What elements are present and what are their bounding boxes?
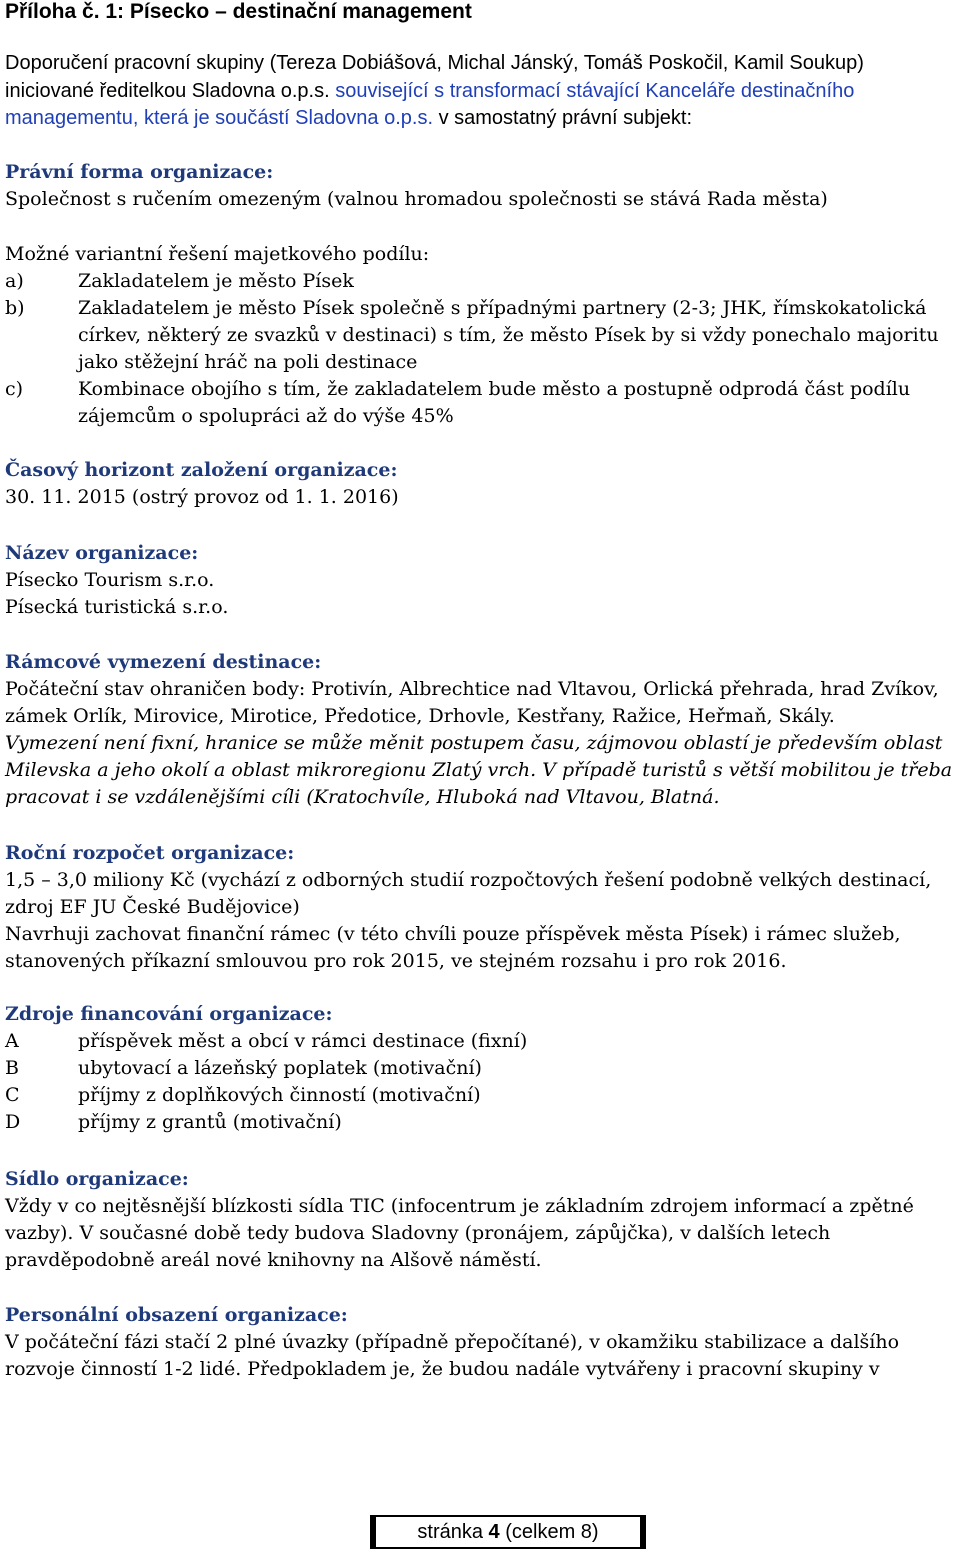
section-legal-form (5, 159, 957, 213)
intro-line-1: Doporučení pracovní skupiny (Tereza Dobiášová, Michal Jánský, Tomáš Poskočil, Kamil Soukup) (5, 52, 864, 74)
intro-line-2-text: iniciované ředitelkou Sladovna o.p.s. (5, 79, 336, 102)
funding-marker-d: D (5, 1111, 21, 1133)
destination-note-3: pracovat i se vzdálenějšími cíli (Kratochvíle, Hluboká nad Vltavou, Blatná. (5, 786, 720, 808)
funding-item-b (5, 1055, 957, 1082)
name-option-2: Písecká turistická s.r.o. (5, 596, 229, 618)
destination-line-2: zámek Orlík, Mirovice, Mirotice, Předotice, Drhovle, Kestřany, Ražice, Heřmaň, Skály. (5, 705, 835, 727)
section-seat (5, 1166, 957, 1274)
destination-heading: Rámcové vymezení destinace: (5, 651, 322, 673)
staff-line-2: rozvoje činností 1-2 lidé. Předpokladem je, že budou nadále vytvářeny i pracovní skupiny v (5, 1358, 880, 1380)
page-title: Příloha č. 1: Písecko – destinační management (5, 0, 472, 23)
budget-line-4: stanovených příkazní smlouvou pro rok 2015, ve stejném rozsahu i pro rok 2016. (5, 950, 787, 972)
timeline-text: 30. 11. 2015 (ostrý provoz od 1. 1. 2016) (5, 486, 399, 508)
variant-c-line-1: Kombinace obojího s tím, že zakladatelem bude město a postupně odprodá část podílu (78, 378, 911, 400)
timeline-heading: Časový horizont založení organizace: (5, 459, 398, 481)
variant-c-line-2: zájemcům o spolupráci až do výše 45% (78, 405, 454, 427)
seat-line-3: pravděpodobně areál nové knihovny na Alšově náměstí. (5, 1249, 542, 1271)
variant-marker-c: c) (5, 378, 24, 400)
intro-line-3-text: v samostatný právní subjekt: (433, 107, 693, 129)
funding-item-c (5, 1082, 957, 1109)
footer-total: (celkem 8) (505, 1521, 599, 1543)
intro-line-2 (5, 78, 957, 106)
budget-heading: Roční rozpočet organizace: (5, 842, 295, 864)
variant-b-line-1: Zakladatelem je město Písek společně s případnými partnery (2-3; JHK, římskokatolická (78, 297, 927, 319)
variant-item-b (5, 295, 957, 376)
destination-line-1: Počáteční stav ohraničen body: Protivín, Albrechtice nad Vltavou, Orlická přehrada, hrad Zvíkov, (5, 678, 939, 700)
funding-text-c: příjmy z doplňkových činností (motivační) (78, 1084, 481, 1106)
funding-text-b: ubytovací a lázeňský poplatek (motivační) (78, 1057, 482, 1079)
variant-marker-b: b) (5, 297, 25, 319)
funding-marker-c: C (5, 1084, 20, 1106)
section-variants (5, 241, 957, 430)
variants-heading: Možné variantní řešení majetkového podílu: (5, 243, 430, 265)
staff-line-1: V počáteční fázi stačí 2 plné úvazky (případně přepočítané), v okamžiku stabilizace a dalšího (5, 1331, 900, 1353)
seat-line-1: Vždy v co nejtěsnější blízkosti sídla TIC (infocentrum je základním zdrojem informací a zpětné (5, 1195, 914, 1217)
variant-item-a (5, 268, 957, 295)
staff-heading: Personální obsazení organizace: (5, 1304, 348, 1326)
funding-marker-b: B (5, 1057, 19, 1079)
section-timeline (5, 457, 957, 511)
funding-heading: Zdroje financování organizace: (5, 1003, 333, 1025)
budget-line-1: 1,5 – 3,0 miliony Kč (vychází z odborných studií rozpočtových řešení podobně velkých destinací, (5, 869, 932, 891)
page-number-footer (370, 1515, 646, 1549)
funding-text-a: příspěvek měst a obcí v rámci destinace (fixní) (78, 1030, 528, 1052)
legal-form-heading: Právní forma organizace: (5, 161, 274, 183)
intro-paragraph (5, 50, 957, 133)
intro-line-3 (5, 105, 957, 133)
variant-b-line-2: církev, některý ze svazků v destinaci) s tím, že město Písek by si vždy ponechalo majoritu (78, 324, 939, 346)
name-option-1: Písecko Tourism s.r.o. (5, 569, 215, 591)
section-destination (5, 649, 957, 811)
section-staff (5, 1302, 957, 1383)
budget-line-3: Navrhuji zachovat finanční rámec (v této chvíli pouze příspěvek města Písek) i rámec služeb, (5, 923, 901, 945)
funding-marker-a: A (5, 1030, 19, 1052)
funding-item-a (5, 1028, 957, 1055)
section-budget (5, 840, 957, 975)
legal-form-text: Společnost s ručením omezeným (valnou hromadou společnosti se stává Rada města) (5, 188, 828, 210)
variant-a-line-1: Zakladatelem je město Písek (78, 270, 354, 292)
seat-heading: Sídlo organizace: (5, 1168, 189, 1190)
footer-prefix: stránka (417, 1521, 483, 1543)
seat-line-2: vazby). V současné době tedy budova Sladovny (pronájem, zápůjčka), v dalších letech (5, 1222, 831, 1244)
section-funding (5, 1001, 957, 1136)
budget-line-2: zdroj EF JU České Budějovice) (5, 896, 300, 918)
footer-page-number: 4 (488, 1521, 500, 1543)
variant-marker-a: a) (5, 270, 24, 292)
destination-note-1: Vymezení není fixní, hranice se může měnit postupem času, zájmovou oblastí je především oblast (5, 732, 943, 754)
destination-note-2: Milevska a jeho okolí a oblast mikroregionu Zlatý vrch. V případě turistů s větší mobilitou je třeba (5, 759, 953, 781)
section-name (5, 540, 957, 621)
funding-text-d: příjmy z grantů (motivační) (78, 1111, 342, 1133)
funding-item-d (5, 1109, 957, 1136)
name-heading: Název organizace: (5, 542, 199, 564)
intro-link-1[interactable]: související s transformací stávající Kanceláře destinačního (335, 79, 855, 102)
variant-item-c (5, 376, 957, 430)
variant-b-line-3: jako stěžejní hráč na poli destinace (78, 351, 418, 373)
intro-link-2[interactable]: managementu, která je součástí Sladovna o.p.s. (5, 107, 434, 129)
